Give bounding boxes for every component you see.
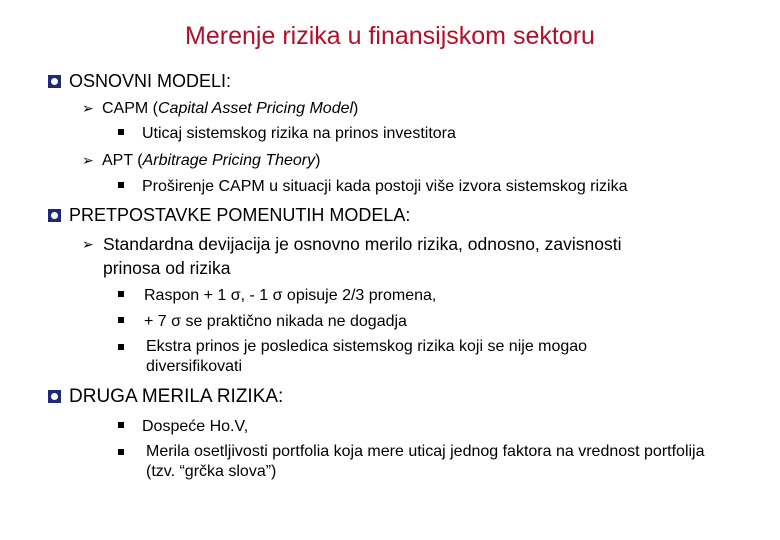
sub-item-capm bbox=[118, 123, 456, 145]
sub-item-apt bbox=[118, 176, 628, 198]
sub-item-dospece bbox=[118, 416, 248, 438]
square-bullet-icon bbox=[118, 182, 124, 188]
square-bullet-icon bbox=[118, 129, 124, 135]
item-suffix: ) bbox=[353, 100, 359, 117]
square-bullet-icon bbox=[118, 317, 124, 323]
square-bullet-icon bbox=[118, 422, 124, 428]
square-bullet-icon bbox=[118, 291, 124, 297]
item-prefix: APT ( bbox=[102, 152, 143, 169]
sub-item-text: Dospeće Ho.V, bbox=[142, 418, 249, 435]
sub-item-raspon bbox=[118, 285, 436, 307]
sub-item-text: + 7 σ se praktično nikada ne dogadja bbox=[144, 313, 407, 330]
arrow-bullet-icon: ➢ bbox=[82, 236, 94, 252]
item-prefix: CAPM ( bbox=[102, 100, 158, 117]
sub-item-plus7 bbox=[118, 311, 407, 333]
sub-item-text: Uticaj sistemskog rizika na prinos investitora bbox=[142, 125, 456, 142]
square-bullet-icon bbox=[118, 449, 124, 455]
list-item-apt bbox=[82, 149, 320, 172]
section-heading-druga-merila bbox=[48, 386, 283, 408]
sub-item-merila-osetljivosti bbox=[118, 442, 718, 486]
heading-text: OSNOVNI MODELI: bbox=[69, 71, 232, 91]
heading-text: PRETPOSTAVKE POMENUTIH MODELA: bbox=[69, 205, 411, 225]
item-italic: Capital Asset Pricing Model bbox=[158, 100, 354, 117]
list-item-capm bbox=[82, 97, 358, 120]
sub-item-text: Merila osetljivosti portfolia koja mere uticaj jednog faktora na vrednost portfolija (tzv. “grčka slova”) bbox=[146, 443, 705, 480]
arrow-bullet-icon: ➢ bbox=[82, 152, 94, 168]
sub-item-text: Ekstra prinos je posledica sistemskog rizika koji se nije mogao diversifikovati bbox=[146, 338, 588, 375]
item-italic: Arbitrage Pricing Theory bbox=[142, 152, 316, 169]
section-heading-osnovni-modeli bbox=[48, 70, 231, 92]
section-heading-pretpostavke bbox=[48, 204, 410, 226]
checkbox-bullet-icon bbox=[48, 209, 61, 222]
checkbox-bullet-icon bbox=[48, 75, 61, 88]
heading-text: DRUGA MERILA RIZIKA: bbox=[69, 386, 284, 407]
item-suffix: ) bbox=[315, 152, 321, 169]
item-text-line2: prinosa od rizika bbox=[103, 258, 231, 278]
sub-item-text: Proširenje CAPM u situacji kada postoji više izvora sistemskog rizika bbox=[142, 178, 628, 195]
item-text-line1: Standardna devijacija je osnovno merilo rizika, odnosno, zavisnosti bbox=[103, 234, 622, 254]
square-bullet-icon bbox=[118, 344, 124, 350]
checkbox-bullet-icon bbox=[48, 390, 61, 403]
slide-title: Merenje rizika u finansijskom sektoru bbox=[185, 22, 595, 50]
sub-item-ekstra-prinos bbox=[118, 337, 718, 377]
sub-item-text: Raspon + 1 σ, - 1 σ opisuje 2/3 promena, bbox=[144, 287, 437, 304]
arrow-bullet-icon: ➢ bbox=[82, 100, 94, 116]
